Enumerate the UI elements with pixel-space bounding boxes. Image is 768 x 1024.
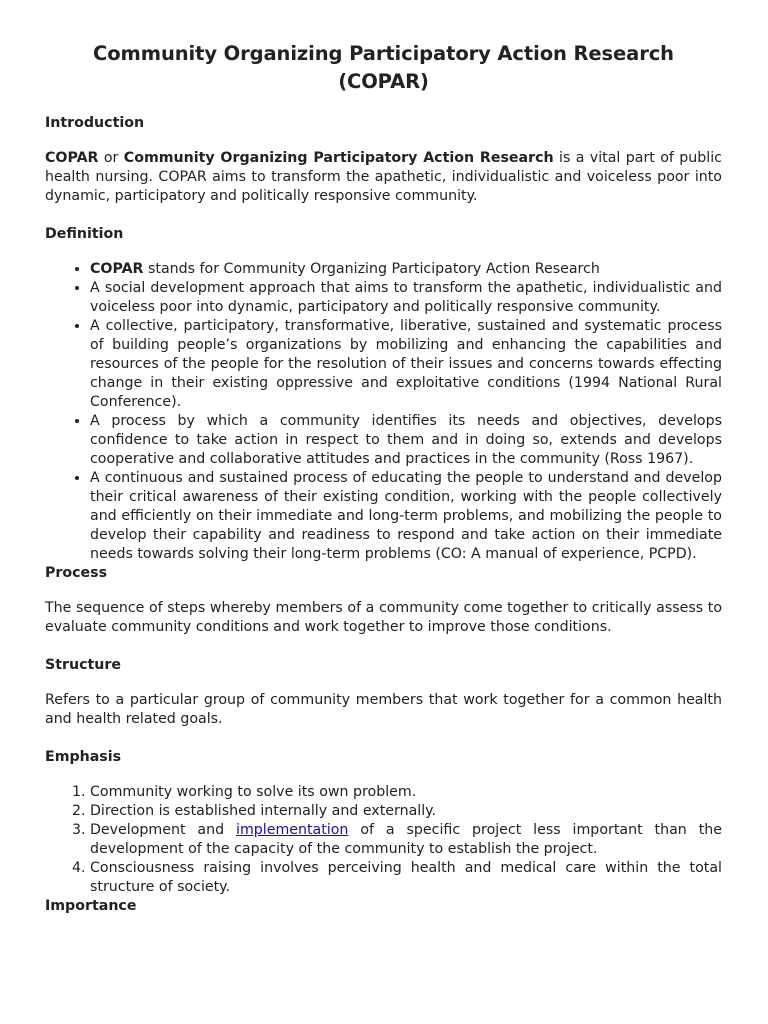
emphasis-item: 2. Direction is established internally and externally. xyxy=(90,802,722,821)
emphasis-item: 1. Community working to solve its own problem. xyxy=(90,783,722,802)
connector-text: or xyxy=(98,150,124,166)
introduction-text: is a vital part of public health nursing. COPAR aims to transform the apathetic, individualistic and voiceless poor into dynamic, participatory and politically responsive community. xyxy=(45,150,722,204)
copar-term: COPAR xyxy=(45,150,99,166)
process-paragraph: The sequence of steps whereby members of a community come together to critically assess to evaluate community conditions and work together to improve those conditions. xyxy=(45,600,722,635)
implementation-link[interactable]: implementation xyxy=(236,822,349,838)
introduction-section xyxy=(45,114,722,206)
copar-full-term: Community Organizing Participatory Action Research xyxy=(123,150,554,166)
definition-item: • A social development approach that aims to transform the apathetic, individualistic and voiceless poor into dynamic, participatory and politically responsive community. xyxy=(90,279,722,317)
definition-section xyxy=(45,225,722,564)
emphasis-item: 4. Consciousness raising involves perceiving health and medical care within the total structure of society. xyxy=(90,859,722,897)
definition-list xyxy=(45,260,722,564)
importance-section xyxy=(45,897,722,916)
importance-heading: Importance xyxy=(45,898,137,914)
definition-item: • A continuous and sustained process of educating the people to understand and develop their critical awareness of their existing condition, working with the people collectively and efficiently on their immediate and long-term problems, and mobilizing the people to develop their capability and readiness to respond and take action on their immediate needs towards solving their long-term problems (CO: A manual of experience, PCPD). xyxy=(90,469,722,564)
page-title: Community Organizing Participatory Action Research (COPAR) xyxy=(93,42,674,93)
emphasis-heading: Emphasis xyxy=(45,749,122,765)
definition-item: • A collective, participatory, transformative, liberative, sustained and systematic process of building people’s organizations by mobilizing and enhancing the capabilities and resources of the people for the resolution of their issues and concerns towards effecting change in their existing oppressive and exploitative conditions (1994 National Rural Conference). xyxy=(90,317,722,412)
process-section xyxy=(45,564,722,637)
definition-heading: Definition xyxy=(45,226,124,242)
emphasis-item: 3. Development and implementation of a specific project less important than the development of the capacity of the community to establish the project. xyxy=(90,821,722,859)
definition-item: • A process by which a community identifies its needs and objectives, develops confidence to take action in respect to them and in doing so, extends and develops cooperative and collaborative attitudes and practices in the community (Ross 1967). xyxy=(90,412,722,469)
emphasis-list xyxy=(45,783,722,897)
emphasis-section xyxy=(45,748,722,897)
structure-heading: Structure xyxy=(45,657,122,673)
structure-paragraph: Refers to a particular group of community members that work together for a common health and health related goals. xyxy=(45,692,722,727)
process-heading: Process xyxy=(45,565,108,581)
structure-section xyxy=(45,656,722,729)
definition-term: COPAR xyxy=(90,261,144,277)
definition-item: • COPAR stands for Community Organizing Participatory Action Research xyxy=(90,260,722,279)
introduction-heading: Introduction xyxy=(45,115,145,131)
introduction-paragraph xyxy=(45,149,722,206)
